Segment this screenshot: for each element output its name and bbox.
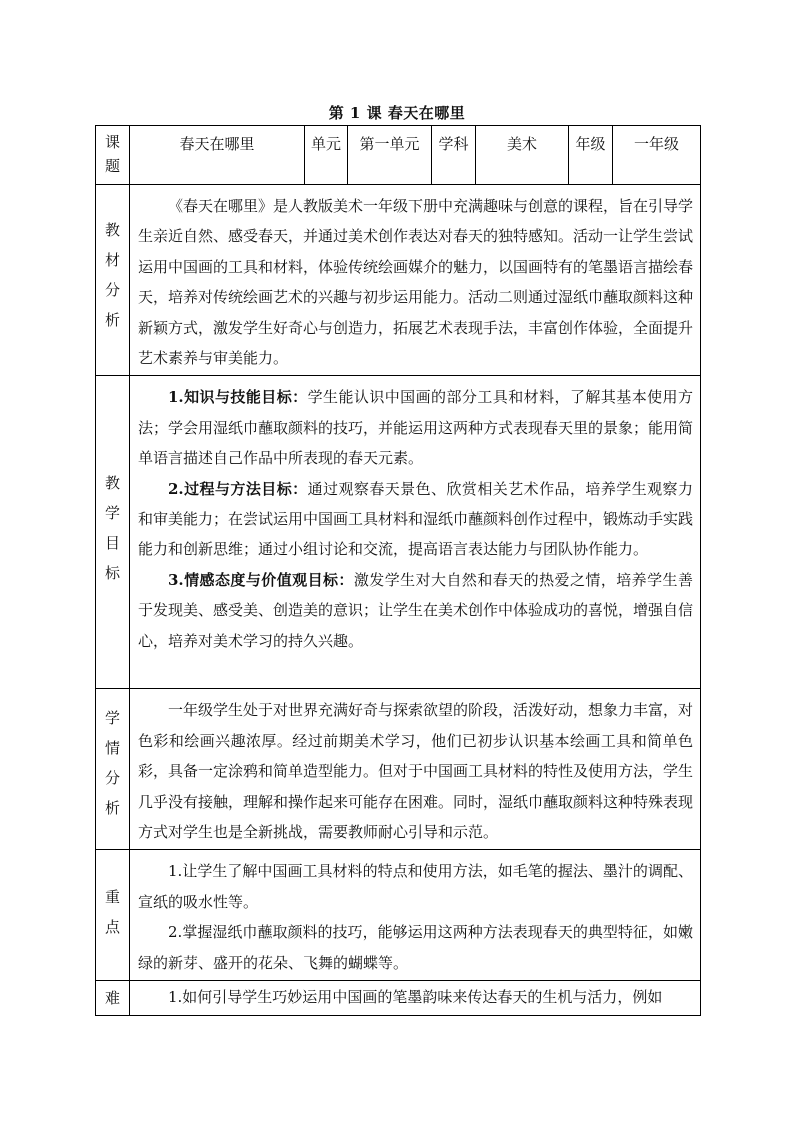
grade-label: 年级 [569,126,613,185]
material-analysis-row [96,185,701,376]
label-char: 教 [104,221,120,239]
unit-value: 第一单元 [348,126,432,185]
page-title: 第 1 课 春天在哪里 [328,104,466,122]
label-char: 学 [104,709,120,728]
goal-heading: 3.情感态度与价值观目标： [168,570,354,589]
student-analysis-label [96,689,130,850]
unit-label: 单元 [305,126,348,185]
subject-label-char: 课 [104,133,120,151]
key-point-item: 2.掌握湿纸巾蘸取颜料的技巧，能够运用这两种方法表现春天的典型特征，如嫩绿的新芽、盛开的花朵、飞舞的蝴蝶等。 [138,923,693,972]
discipline-value: 美术 [476,126,569,185]
material-analysis-content [130,185,701,376]
label-char: 标 [104,564,120,583]
label-char: 分 [104,769,120,788]
difficulties-row [96,981,701,1015]
subject-label-char: 题 [104,157,120,175]
material-analysis-label [96,185,130,376]
header-row [96,126,701,185]
lesson-name: 春天在哪里 [130,126,305,185]
grade-value: 一年级 [613,126,701,185]
difficulties-label [96,981,130,1015]
teaching-goals-row [96,376,701,689]
goal-text: 通过观察春天景色、欣赏相关艺术作品，培养学生观察力和审美能力；在尝试运用中国画工具材料和湿纸巾蘸颜料创作过程中，锻炼动手实践能力和创新思维；通过小组讨论和交流，提高语言表达能力与团队协作能力。 [138,479,694,559]
key-points-label [96,850,130,981]
goal-heading: 2.过程与方法目标： [168,479,308,498]
label-char: 难 [104,989,120,1008]
student-analysis-content [130,689,701,850]
label-char: 析 [104,311,120,329]
discipline-label: 学科 [432,126,476,185]
label-char: 分 [104,281,120,299]
label-char: 目 [104,534,120,553]
goal-item [138,382,693,473]
key-points-row [96,850,701,981]
goal-text: 激发学生对大自然和春天的热爱之情，培养学生善于发现美、感受美、创造美的意识；让学生在美术创作中体验成功的喜悦，增强自信心，培养对美术学习的持久兴趣。 [138,570,694,650]
student-analysis-text: 一年级学生处于对世界充满好奇与探索欲望的阶段，活泼好动，想象力丰富，对色彩和绘画兴趣浓厚。经过前期美术学习，他们已初步认识基本绘画工具和简单色彩，具备一定涂鸦和简单造型能力。但对于中国画工具材料的特性及使用方法，学生几乎没有接触，理解和操作起来可能存在困难。同时，湿纸巾蘸取颜料这种特殊表现方式对学生也是全新挑战，需要教师耐心引导和示范。 [138,701,694,842]
key-points-content [130,850,701,981]
teaching-goals-content [130,376,701,689]
label-char: 情 [104,739,120,758]
goal-item [138,474,693,565]
lesson-plan-table [95,125,701,1016]
label-char: 重 [104,888,120,907]
difficulties-content [130,981,701,1015]
goal-text: 学生能认识中国画的部分工具和材料，了解其基本使用方法；学会用湿纸巾蘸取颜料的技巧，并能运用这两种方式表现春天里的景象；能用简单语言描述自己作品中所表现的春天元素。 [138,388,694,468]
label-char: 学 [104,504,120,523]
difficulty-item: 1.如何引导学生巧妙运用中国画的笔墨韵味来传达春天的生机与活力，例如 [168,988,663,1007]
label-char: 教 [104,474,120,493]
goal-heading: 1.知识与技能目标： [168,388,308,407]
key-point-item: 1.让学生了解中国画工具材料的特点和使用方法，如毛笔的握法、墨汁的调配、宣纸的吸水性等。 [138,862,693,911]
teaching-goals-label [96,376,130,689]
subject-label-cell [96,126,130,185]
material-analysis-text: 《春天在哪里》是人教版美术一年级下册中充满趣味与创意的课程，旨在引导学生亲近自然、感受春天，并通过美术创作表达对春天的独特感知。活动一让学生尝试运用中国画的工具和材料，体验传统绘画媒介的魅力，以国画特有的笔墨语言描绘春天，培养对传统绘画艺术的兴趣与初步运用能力。活动二则通过湿纸巾蘸取颜料这种新颖方式，激发学生好奇心与创造力，拓展艺术表现手法，丰富创作体验，全面提升艺术素养与审美能力。 [138,197,694,368]
label-char: 点 [104,918,120,937]
label-char: 材 [104,251,120,269]
label-char: 析 [104,799,120,818]
goal-item [138,565,693,656]
student-analysis-row [96,689,701,850]
